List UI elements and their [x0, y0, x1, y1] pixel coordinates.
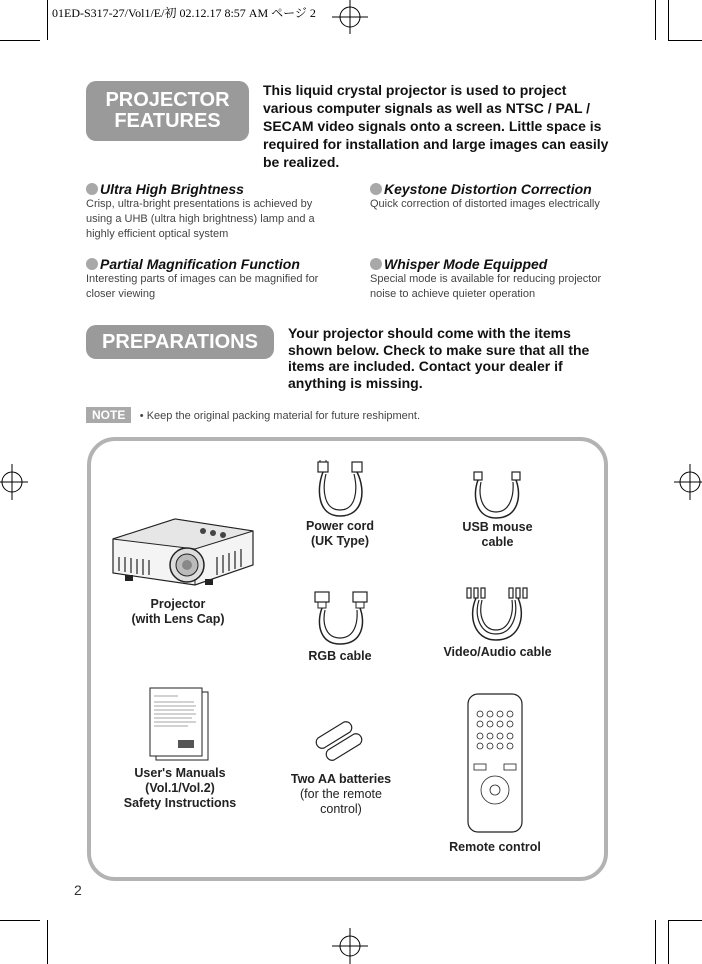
crop-mark: [655, 920, 656, 964]
batteries-label: Two AA batteries (for the remote control): [290, 772, 392, 816]
bullet-icon: [370, 258, 382, 270]
feature-item: Ultra High Brightness Crisp, ultra-bright presentations is achieved by using a UHB (ultra high brightness) lamp and a highly efficient optical system: [86, 181, 315, 240]
feature-item: Keystone Distortion Correction Quick correction of distorted images electrically: [370, 181, 600, 210]
note-text: • Keep the original packing material for future reshipment.: [139, 410, 421, 422]
preparations-intro: Your projector should come with the items shown below. Check to make sure that all the items are included. Contact your dealer if anything is missing.: [288, 325, 590, 391]
bullet-icon: [86, 258, 98, 270]
crop-mark: [47, 0, 48, 40]
crop-mark: [668, 0, 669, 40]
crop-mark: [655, 0, 656, 40]
crop-mark: [0, 40, 40, 41]
rgb-cable-icon: [312, 590, 372, 646]
remote-control-icon: [466, 692, 524, 834]
preparations-title: PREPARATIONS: [86, 325, 274, 359]
page-number: 2: [74, 882, 82, 898]
features-title: PROJECTOR FEATURES: [86, 81, 249, 141]
crop-mark: [47, 920, 48, 964]
print-header: 01ED-S317-27/Vol1/E/初 02.12.17 8:57 AM ページ 2: [52, 6, 316, 20]
usb-cable-icon: [468, 470, 528, 522]
note-badge: NOTE: [86, 407, 131, 423]
manuals-icon: [148, 686, 210, 762]
projector-icon: [105, 515, 255, 587]
features-intro: This liquid crystal projector is used to project various computer signals as well as NTSC / PAL / SECAM video signals onto a screen. Little space is required for installation and large images can easily be realized.: [263, 82, 609, 170]
crop-mark: [668, 40, 702, 41]
batteries-icon: [312, 716, 368, 764]
power-cord-label: Power cord (UK Type): [305, 519, 375, 548]
power-cord-icon: [312, 460, 372, 520]
crop-mark: [0, 920, 40, 921]
registration-mark-bottom: [330, 928, 370, 964]
projector-label: Projector (with Lens Cap): [131, 597, 225, 626]
feature-item: Whisper Mode Equipped Special mode is available for reducing projector noise to achieve quieter operation: [370, 256, 602, 300]
crop-mark: [668, 920, 669, 964]
bullet-icon: [86, 183, 98, 195]
av-cable-icon: [464, 586, 530, 642]
rgb-cable-label: RGB cable: [308, 649, 372, 663]
note: [86, 406, 420, 424]
crop-mark: [668, 920, 702, 921]
registration-mark-left: [0, 462, 30, 502]
remote-control-label: Remote control: [449, 840, 541, 854]
usb-cable-label: USB mouse cable: [462, 520, 533, 549]
feature-item: Partial Magnification Function Interesting parts of images can be magnified for closer viewing: [86, 256, 319, 300]
registration-mark-right: [672, 462, 702, 502]
registration-mark-top: [330, 0, 370, 34]
av-cable-label: Video/Audio cable: [443, 645, 552, 659]
bullet-icon: [370, 183, 382, 195]
manuals-label: User's Manuals (Vol.1/Vol.2) Safety Instructions: [123, 766, 237, 810]
